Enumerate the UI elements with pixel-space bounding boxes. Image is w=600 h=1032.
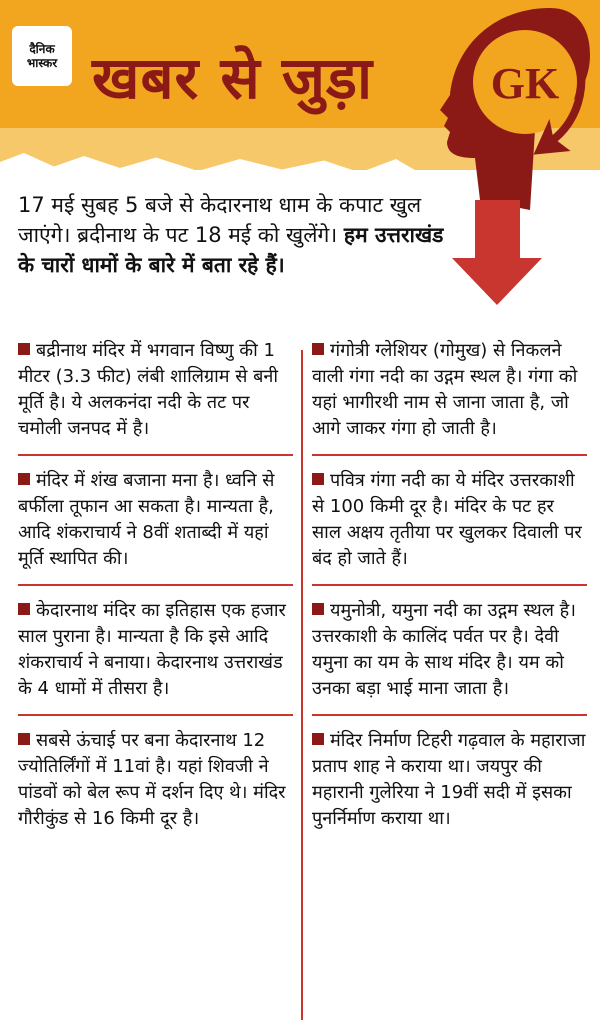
gk-badge: GK: [490, 59, 560, 108]
page-title: खबर से जुड़ा: [92, 44, 373, 112]
bullet-square-icon: [18, 603, 30, 615]
fact-item: [312, 338, 587, 456]
right-column: [312, 338, 587, 856]
fact-text: मंदिर में शंख बजाना मना है। ध्वनि से बर्फीला तूफान आ सकता है। मान्यता है, आदि शंकराचार्य ने 8वीं शताब्दी में यहां मूर्ति स्थापित की।: [18, 470, 275, 569]
fact-item: [18, 728, 293, 844]
bullet-square-icon: [312, 603, 324, 615]
down-arrow-icon: [452, 200, 542, 305]
fact-text: यमुनोत्री, यमुना नदी का उद्गम स्थल है। उत्तरकाशी के कालिंद पर्वत पर है। देवी यमुना का यम के साथ मंदिर है। यम को उनका बड़ा भाई माना जाता है।: [312, 600, 577, 699]
bullet-square-icon: [18, 343, 30, 355]
fact-item: [18, 468, 293, 586]
fact-item: [18, 338, 293, 456]
column-divider: [301, 350, 303, 1020]
intro-paragraph: [18, 190, 458, 280]
logo-line2: भास्कर: [26, 56, 58, 70]
bullet-square-icon: [312, 343, 324, 355]
fact-text: पवित्र गंगा नदी का ये मंदिर उत्तरकाशी से 100 किमी दूर है। मंदिर के पट हर साल अक्षय तृतीया पर खुलकर दिवाली पर बंद हो जाते हैं।: [312, 470, 582, 569]
fact-item: [312, 598, 587, 716]
fact-item: [18, 598, 293, 716]
fact-text: केदारनाथ मंदिर का इतिहास एक हजार साल पुराना है। मान्यता है कि इसे आदि शंकराचार्य ने बनाया। केदारनाथ उत्तराखंड के 4 धामों में तीसरा है।: [18, 600, 286, 699]
fact-text: गंगोत्री ग्लेशियर (गोमुख) से निकलने वाली गंगा नदी का उद्गम स्थल है। गंगा को यहां भागीरथी नाम से जाना जाता है, जो आगे जाकर गंगा हो जाती है।: [312, 340, 578, 439]
left-column: [18, 338, 293, 856]
bullet-square-icon: [18, 733, 30, 745]
intro-text: 17 मई सुबह 5 बजे से केदारनाथ धाम के कपाट खुल जाएंगे। ब्रदीनाथ के पट 18 मई को खुलेंगे।: [18, 193, 422, 247]
fact-text: सबसे ऊंचाई पर बना केदारनाथ 12 ज्योतिर्लिंगों में 11वां है। यहां शिवजी ने पांडवों को बेल रूप में दर्शन दिए थे। मंदिर गौरीकुंड से 16 किमी दूर है।: [18, 730, 286, 829]
bullet-square-icon: [18, 473, 30, 485]
logo-line1: दैनिक: [29, 42, 55, 56]
bullet-square-icon: [312, 473, 324, 485]
intro-bold: हम उत्तराखंड के चारों धामों के बारे में बता रहे हैं।: [18, 223, 444, 277]
fact-item: [312, 728, 587, 844]
dainik-bhaskar-logo: [12, 26, 72, 86]
bullet-square-icon: [312, 733, 324, 745]
fact-text: मंदिर निर्माण टिहरी गढ़वाल के महाराजा प्रताप शाह ने कराया था। जयपुर की महारानी गुलेरिया ने 19वीं सदी में इसका पुनर्निर्माण कराया था।: [312, 730, 586, 829]
fact-text: बद्रीनाथ मंदिर में भगवान विष्णु की 1 मीटर (3.3 फीट) लंबी शालिग्राम से बनी मूर्ति है। ये अलकनंदा नदी के तट पर चमोली जनपद में है।: [18, 340, 279, 439]
fact-item: [312, 468, 587, 586]
